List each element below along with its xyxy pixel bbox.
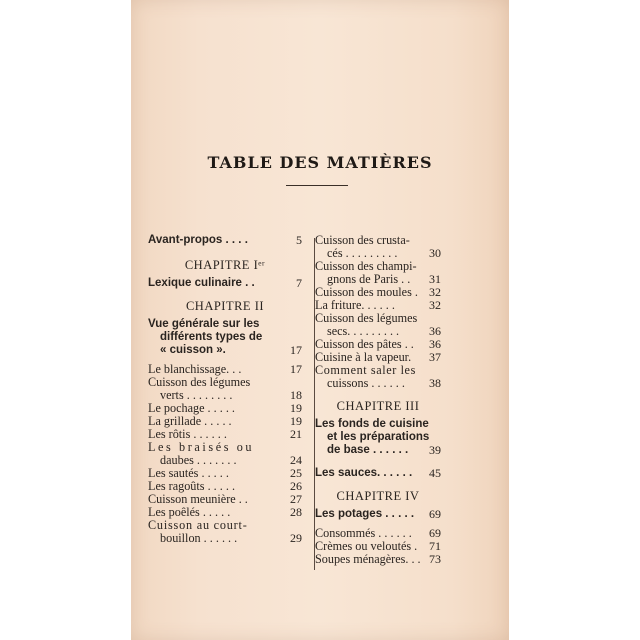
chapter-heading-3: CHAPITRE III <box>336 399 420 413</box>
page-number: 39 <box>429 443 441 457</box>
chapter-heading-4: CHAPITRE IV <box>336 489 420 503</box>
toc-entry-legumes-verts[interactable] <box>148 376 302 402</box>
page-number: 38 <box>429 376 441 390</box>
toc-entry-fonds[interactable] <box>315 418 441 457</box>
toc-text: daubes . . . . . . . <box>160 453 237 467</box>
chapter-heading-1: CHAPITRE Iᵉʳ <box>184 258 266 272</box>
page-number: 19 <box>290 401 302 415</box>
page-number: 69 <box>429 526 441 540</box>
toc-text: bouillon . . . . . . <box>160 531 238 545</box>
toc-line <box>148 318 302 331</box>
toc-text: Les sautés . . . . . <box>148 466 229 480</box>
toc-text: Cuisson des moules . <box>315 285 418 299</box>
toc-text: Crèmes ou veloutés . <box>315 539 418 553</box>
page-number: 26 <box>290 479 302 493</box>
toc-text: Cuisson des crusta- <box>315 233 410 247</box>
toc-text: « cuisson ». <box>160 344 226 356</box>
toc-text: cés . . . . . . . . . <box>327 246 398 260</box>
toc-text: Les braisés ou <box>148 440 255 454</box>
toc-entry-lexique[interactable] <box>148 277 302 290</box>
toc-text: Cuisson des légumes <box>148 375 251 389</box>
toc-line <box>148 344 302 357</box>
page-number: 5 <box>296 233 302 247</box>
toc-entry-avant-propos[interactable] <box>148 234 302 247</box>
toc-line <box>315 444 441 457</box>
toc-line <box>315 418 441 431</box>
toc-text: Cuisson meunière . . <box>148 492 248 506</box>
toc-text: Cuisson des pâtes . . <box>315 337 414 351</box>
toc-text: Le pochage . . . . . <box>148 401 235 415</box>
toc-text: Consommés . . . . . . <box>315 526 412 540</box>
toc-text: Comment saler les <box>315 363 416 377</box>
page-number: 73 <box>429 552 441 566</box>
toc-line <box>148 331 302 344</box>
page-number: 17 <box>290 343 302 357</box>
toc-text: Le blanchissage. . . <box>148 362 242 376</box>
toc-text: Cuisson des légumes <box>315 311 418 325</box>
toc-line <box>315 508 441 521</box>
page-number: 69 <box>429 507 441 521</box>
toc-text: Les rôtis . . . . . . <box>148 427 227 441</box>
toc-text: Vue générale sur les <box>148 318 260 330</box>
toc-line <box>148 532 302 545</box>
toc-text: Soupes ménagères. . . <box>315 552 421 566</box>
page-number: 27 <box>290 492 302 506</box>
page-number: 37 <box>429 350 441 364</box>
page-number: 31 <box>429 272 441 286</box>
toc-line <box>315 431 441 444</box>
toc-text: La friture. . . . . . <box>315 298 395 312</box>
toc-text: Les ragoûts . . . . . <box>148 479 235 493</box>
toc-text: cuissons . . . . . . <box>327 376 405 390</box>
toc-text: de base . . . . . . <box>327 444 409 456</box>
toc-text: secs. . . . . . . . . <box>327 324 400 338</box>
toc-entry-court-bouillon[interactable] <box>148 519 302 545</box>
spacer <box>315 457 441 467</box>
toc-text: gnons de Paris . . <box>327 272 411 286</box>
page-title: TABLE DES MATIÈRES <box>207 153 433 172</box>
toc-entry-legumes-secs[interactable] <box>315 312 441 338</box>
page-number: 32 <box>429 298 441 312</box>
page-number: 7 <box>296 276 302 290</box>
toc-text: Lexique culinaire . . <box>148 277 255 289</box>
title-rule <box>286 185 348 186</box>
page-number: 28 <box>290 505 302 519</box>
toc-text: La grillade . . . . . <box>148 414 232 428</box>
toc-text: Cuisson des champi- <box>315 259 417 273</box>
toc-text: Avant-propos . . . . <box>148 234 248 246</box>
toc-entry-potages[interactable] <box>315 508 441 521</box>
toc-entry-saler[interactable] <box>315 364 441 390</box>
toc-entry-soupes[interactable] <box>315 553 441 566</box>
page-number: 25 <box>290 466 302 480</box>
toc-entry-vue-generale[interactable] <box>148 318 302 357</box>
right-column <box>315 234 441 566</box>
page-number: 24 <box>290 453 302 467</box>
page-number: 17 <box>290 362 302 376</box>
chapter-heading-2: CHAPITRE II <box>185 299 265 313</box>
page-number: 18 <box>290 388 302 402</box>
page-number: 36 <box>429 324 441 338</box>
toc-text: Les poêlés . . . . . <box>148 505 231 519</box>
toc-entry-sauces[interactable] <box>315 467 441 480</box>
toc-text: Les fonds de cuisine <box>315 418 429 430</box>
toc-line <box>315 377 441 390</box>
toc-text: et les préparations <box>327 431 430 443</box>
toc-line <box>315 467 441 480</box>
toc-text: verts . . . . . . . . <box>160 388 233 402</box>
page-number: 45 <box>429 466 441 480</box>
page-number: 29 <box>290 531 302 545</box>
toc-text: Cuisine à la vapeur. <box>315 350 412 364</box>
toc-line <box>315 553 441 566</box>
page-number: 21 <box>290 427 302 441</box>
page-number: 32 <box>429 285 441 299</box>
toc-entry-crustaces[interactable] <box>315 234 441 260</box>
toc-entry-champignons[interactable] <box>315 260 441 286</box>
page-number: 36 <box>429 337 441 351</box>
page-number: 19 <box>290 414 302 428</box>
toc-text: Les potages . . . . . <box>315 508 415 520</box>
book-page <box>131 0 509 640</box>
toc-text: Les sauces. . . . . . <box>315 467 413 479</box>
page-number: 30 <box>429 246 441 260</box>
page-number: 71 <box>429 539 441 553</box>
toc-text: différents types de <box>160 331 263 343</box>
toc-text: Cuisson au court- <box>148 518 248 532</box>
left-column <box>148 234 302 545</box>
toc-entry-braises[interactable] <box>148 441 302 467</box>
